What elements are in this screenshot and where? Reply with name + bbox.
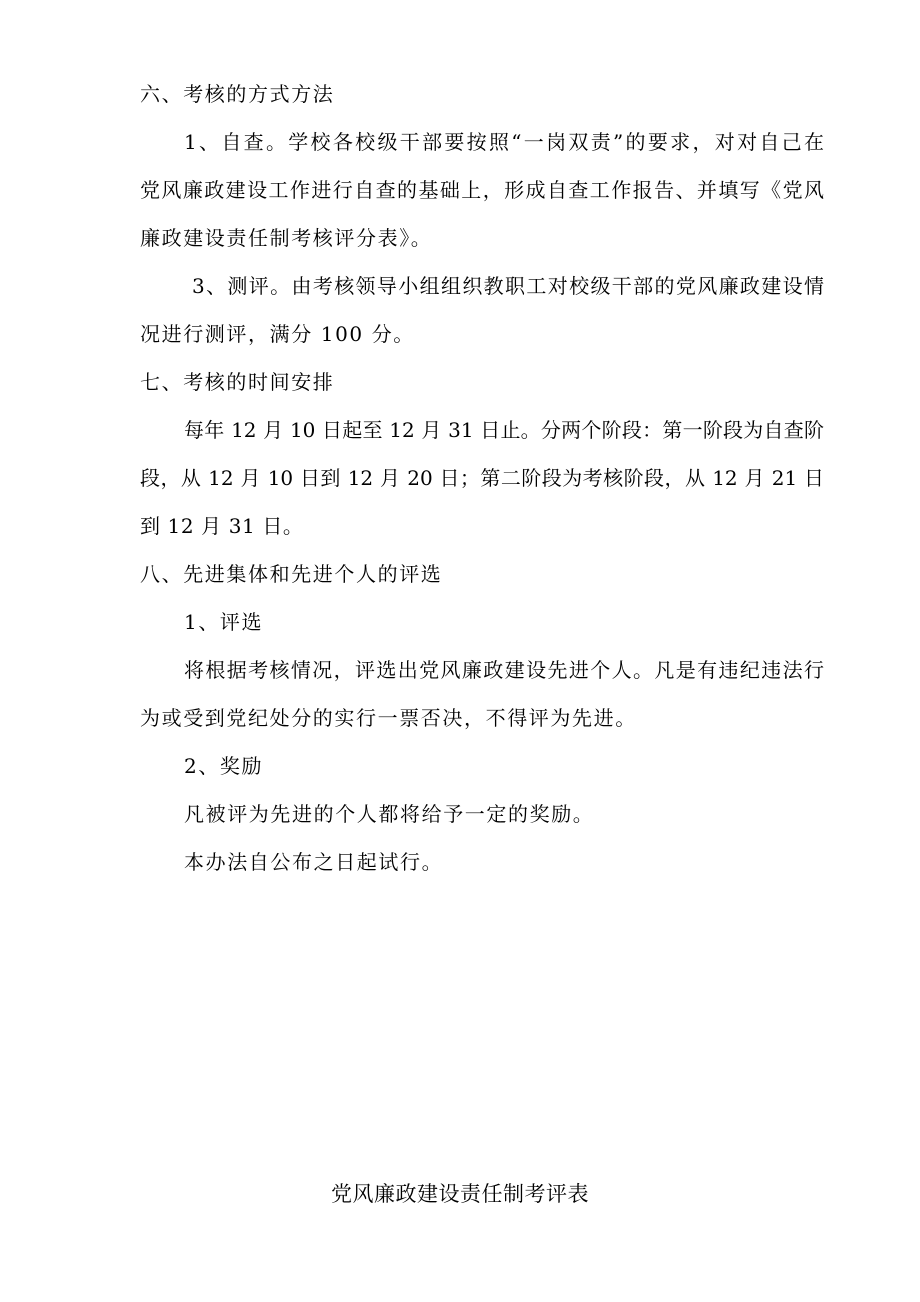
table-title: 党风廉政建设责任制考评表 — [331, 1182, 589, 1206]
section-8-heading: 八、先进集体和先进个人的评选 — [140, 562, 443, 586]
section-6-item-3-line-2: 况进行测评，满分 100 分。 — [140, 322, 415, 346]
section-8-sub-1-label: 1、评选 — [184, 610, 264, 634]
section-8-sub-1-para-line-2: 为或受到党纪处分的实行一票否决，不得评为先进。 — [140, 706, 637, 730]
section-8-sub-2-label: 2、奖励 — [184, 754, 264, 778]
section-7-para-line-3: 到 12 月 31 日。 — [140, 514, 304, 538]
section-6-item-3-line-1: 3、测评。由考核领导小组组织教职工对校级干部的党风廉政建设情 — [192, 274, 824, 298]
closing-statement: 本办法自公布之日起试行。 — [184, 850, 444, 874]
section-8-sub-1-para-line-1: 将根据考核情况，评选出党风廉政建设先进个人。凡是有违纪违法行 — [184, 658, 824, 682]
section-6-item-1-line-2: 党风廉政建设工作进行自查的基础上，形成自查工作报告、并填写《党风 — [140, 178, 824, 202]
section-7-heading: 七、考核的时间安排 — [140, 370, 335, 394]
section-6-heading: 六、考核的方式方法 — [140, 82, 335, 106]
section-8-sub-2-para: 凡被评为先进的个人都将给予一定的奖励。 — [184, 802, 595, 826]
section-7-para-line-1: 每年 12 月 10 日起至 12 月 31 日止。分两个阶段：第一阶段为自查阶 — [184, 418, 824, 442]
section-7-para-line-2: 段，从 12 月 10 日到 12 月 20 日；第二阶段为考核阶段，从 12 月 21 日 — [140, 466, 824, 490]
section-6-item-1-line-1: 1、自查。学校各校级干部要按照“一岗双责”的要求，对对自己在 — [184, 130, 824, 154]
section-6-item-1-line-3: 廉政建设责任制考核评分表》。 — [140, 226, 433, 250]
